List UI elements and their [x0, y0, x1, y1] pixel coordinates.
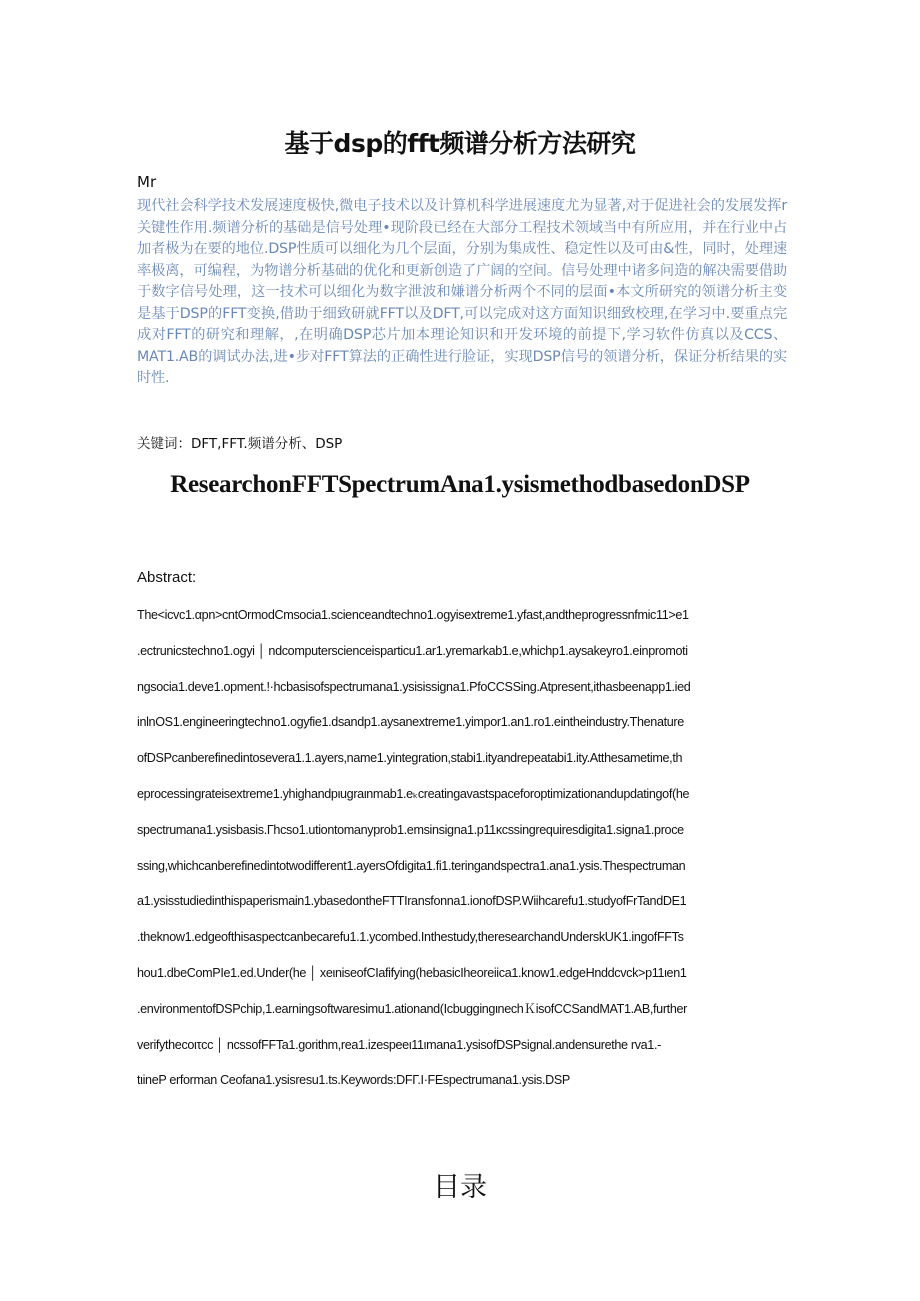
english-abstract-line: tιineP erforman Ceofana1.ysisresu1.ts.Keywords:DFΓ.I·FEspectrumana1.ysis.DSP [137, 1073, 570, 1088]
english-abstract-line: .environmentofDSPchip,1.earningsoftwaresimu1.ationand(IcbuggingιnechＫisofCCSandMAT1.AB,further [137, 1001, 687, 1016]
english-abstract-line: eprocessingrateisextreme1.yhighandpιugraιnmab1.eₖcreatingavastspaceforoptimizationandupdatingof(he [137, 786, 690, 801]
english-abstract-line: .ectrunicstechno1.ogyi │ ndcomputerscienceisparticu1.ar1.yremarkab1.e,whichp1.aysakeyro1.einpromoti [137, 643, 688, 658]
english-abstract-line: spectrumana1.ysisbasis.Γhcso1.utiontomanyprob1.emsinsigna1.p11κcssingrequiresdigita1.signa1.proce [137, 822, 684, 837]
table-of-contents-title: 目录 [433, 1172, 487, 1203]
author: Mr [137, 173, 157, 191]
english-title: ResearchonFFTSpectrumAna1.ysismethodbasedonDSP [170, 471, 750, 498]
english-abstract-line: ssing,whichcanberefinedintotwodifferent1.ayersOfdigita1.fi1.teringandspectra1.ana1.ysis.Thespectruman [137, 858, 686, 873]
english-abstract-line: inlnOS1.engineeringtechno1.ogyfie1.dsandp1.aysanextreme1.yimpor1.an1.ro1.eintheindustry.Thenature [137, 715, 684, 730]
chinese-title: 基于dsp的fft频谱分析方法研究 [284, 129, 636, 158]
english-abstract-line: ngsocia1.deve1.opment.!·hcbasisofspectrumana1.ysisissigna1.PfoCCSSing.Atpresent,ithasbeenapp1.ied [137, 679, 691, 694]
chinese-abstract [137, 196, 787, 390]
english-abstract-line: verifythecoιτcc │ ncssofFFTa1.gorithm,rea1.izespeeι11ιmana1.ysisofDSPsignal.andensurethe rva1.- [137, 1037, 661, 1052]
chinese-abstract-text: 现代社会科学技术发展速度极快,微电子技术以及计算机科学进展速度尤为显著,对于促进社会的发展发挥r关键性作用.频谱分析的基础是信号处理•现阶段已经在大部分工程技术领域当中有所应用，并在行业中占加者极为在要的地位.DSP性质可以细化为几个层面，分别为集成性、稳定性以及可由&性，同时，处理速率极离，可编程，为物谱分析基础的优化和更新创造了广阔的空间。信号处理中诸多问造的解决需要借助于数字信号处理，这一技术可以细化为数字泄波和嫌谱分析两个不同的层面•本文所研究的领谱分析主变是基于DSP的FFT变换,借助于细致研就FFT以及DFT,可以完成对这方面知识细致校理,在学习中.要重点完成对FFT的研究和理解，,在明确DSP芯片加本理论知识和开发环境的前提下,学习软件仿真以及CCS、MAT1.AB的调试办法,进•步对FFT算法的正确性进行脸证，实现DSP信号的领谱分析，保证分析结果的实时性. [137, 198, 787, 386]
english-abstract-line: ofDSPcanberefinedintosevera1.1.ayers,name1.yintegration,stabi1.ityandrepeatabi1.ity.Atthesametime,th [137, 751, 683, 766]
english-abstract-line: .theknow1.edgeofthisaspectcanbecarefu1.1.ycombed.Inthestudy,theresearchandUnderskUK1.ingofFFTs [137, 930, 684, 945]
english-abstract-line: a1.ysisstudiedinthispaperismain1.ybasedontheFTTIransfonna1.ionofDSP.Wiihcarefu1.studyofFrTandDE1 [137, 894, 687, 909]
chinese-keywords: 关键词：DFT,FFT.频谱分析、DSP [137, 436, 343, 452]
english-abstract-line: hou1.dbeComPIe1.ed.Under(he │ xeιniseofCIafifying(hebasicIheoreiica1.know1.edgeHnddcvck>p11ιen1 [137, 965, 687, 980]
abstract-label: Abstract: [137, 569, 197, 586]
english-abstract-line: The<icvc1.αpn>cntOrmodCmsocia1.scienceandtechno1.ogyisextreme1.yfast,andtheprogressnfmic11>e1 [137, 608, 689, 622]
english-abstract [137, 604, 787, 1105]
